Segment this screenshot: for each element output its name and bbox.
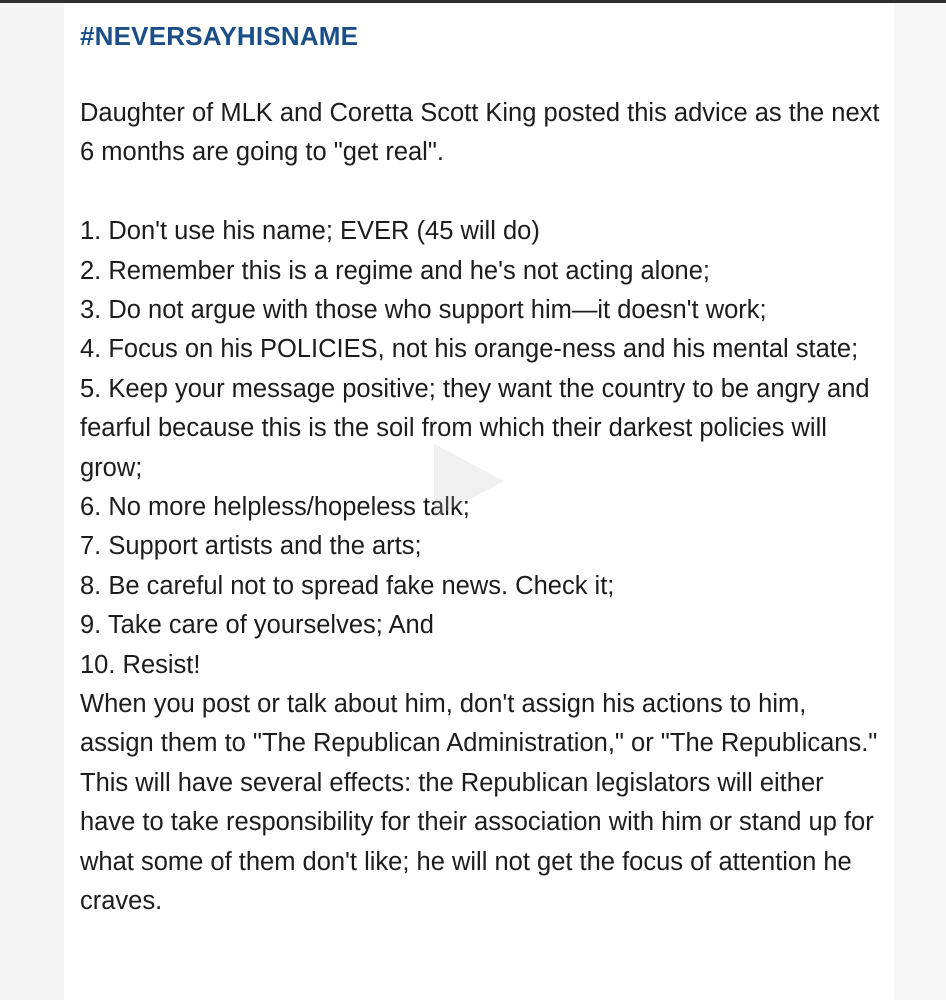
list-item: 7. Support artists and the arts; [80, 532, 422, 561]
play-icon-shape [430, 440, 508, 522]
list-item: 4. Focus on his POLICIES, not his orange-ness and his mental state; [80, 335, 859, 364]
page-margin [894, 3, 946, 1000]
list-item: 6. No more helpless/hopeless talk; [80, 493, 470, 522]
closing-paragraph: When you post or talk about him, don't assign his actions to him, assign them to "The Republican Administration," or "The Republicans." This will have several effects: the Republican legislators will either have to take responsibility for their association with him or stand up for what some of them don't like; he will not get the focus of attention he craves. [80, 690, 878, 916]
list-item: 5. Keep your message positive; they want the country to be angry and fearful because this is the soil from which their darkest policies will grow; [80, 374, 870, 482]
intro-paragraph: Daughter of MLK and Coretta Scott King posted this advice as the next 6 months are going to "get real". [80, 99, 880, 167]
list-item: 8. Be careful not to spread fake news. Check it; [80, 571, 615, 600]
list-item: 2. Remember this is a regime and he's not acting alone; [80, 256, 710, 285]
list-item: 9. Take care of yourselves; And [80, 611, 434, 640]
list-item: 1. Don't use his name; EVER (45 will do) [80, 217, 540, 246]
list-item: 3. Do not argue with those who support him—it doesn't work; [80, 296, 767, 325]
hashtag-title[interactable]: #NEVERSAYHISNAME [80, 21, 359, 51]
play-icon[interactable] [430, 440, 508, 522]
list-item: 10. Resist! [80, 650, 201, 679]
